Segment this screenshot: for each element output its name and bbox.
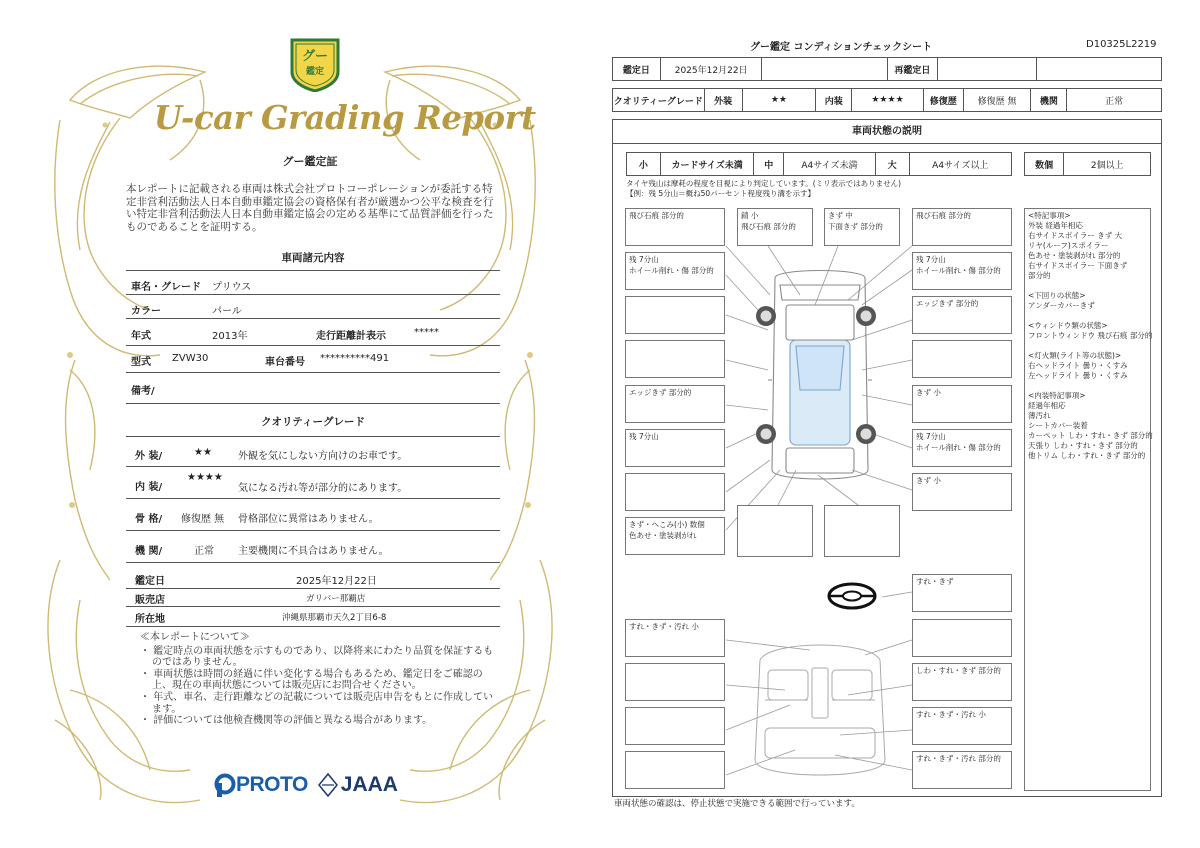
report-notes (140, 632, 500, 727)
size-small-desc: カードサイズ未満 (661, 153, 755, 175)
note-box: きず 小 (912, 385, 1012, 423)
divider (126, 403, 500, 404)
divider (126, 318, 500, 319)
date-value: 2025年12月22日 (661, 58, 763, 80)
note-box: 飛び石痕 部分的 (625, 208, 725, 246)
proto-logo: PROTO (214, 773, 308, 797)
count-desc: 2個以上 (1090, 160, 1124, 171)
interior-diagram (755, 645, 885, 775)
color-value: パール (212, 306, 242, 317)
cert-text: 本レポートに記載される車両は株式会社プロトコーポレーションが委託する特定非営利活動法人日本自動車鑑定協会の資格保有者が厳選かつ公平な検査を行い特定非営利活動法人日本自動車鑑定協会の定める基準にて品質評価を行ったものであることを証明する。 (126, 183, 494, 233)
size-mid-label: 中 (754, 153, 784, 175)
note-box: きず 小 (912, 473, 1012, 511)
sheet-title: グー鑑定 コンディションチェックシート (750, 42, 933, 53)
svg-text:グー: グー (301, 49, 329, 64)
size-large-label: 大 (876, 153, 910, 175)
note-box (737, 505, 813, 557)
divider (126, 372, 500, 373)
sheet-code: D10325L2219 (1086, 39, 1157, 50)
divider (126, 530, 500, 531)
note-box (625, 296, 725, 334)
address-label: 所在地 (135, 614, 165, 625)
proto-mark-icon (214, 773, 236, 797)
footer-note: 車両状態の確認は、停止状態で実施できる範囲で行っています。 (614, 799, 860, 809)
grade-label: 骨 格/ (135, 514, 163, 525)
note-box (824, 505, 900, 557)
steering-wheel-icon (829, 584, 875, 608)
note-item: ・ 評価については他検査機関等の評価と異なる場合があります。 (140, 715, 433, 727)
note-box: 残 7分山 ホイール削れ・傷 部分的 (912, 429, 1012, 467)
model-value: ZVW30 (172, 353, 209, 364)
int-label: 内装 (816, 89, 852, 111)
grade-value: 正常 (194, 546, 214, 557)
shop-value: ガリバー那覇店 (306, 594, 366, 604)
mileage-value: ***** (414, 327, 439, 338)
divider (126, 606, 500, 607)
date-label: 鑑定日 (613, 58, 661, 80)
tire-note: タイヤ残山は摩耗の程度を目視により判定しています。(ミリ表示ではありません) 【例：残 5分山＝概ね50パーセント程度残り溝を示す】 (626, 179, 902, 198)
divider (126, 436, 500, 437)
grade-desc: 主要機関に不具合はありません。 (238, 546, 389, 557)
grade-value: 修復歴 無 (181, 514, 225, 525)
grade-desc: 外観を気にしない方向けのお車です。 (238, 451, 408, 462)
divider (126, 626, 500, 627)
grade-row-exterior (126, 447, 500, 475)
car-name-label: 車名・グレード (131, 282, 201, 293)
date-value: 2025年12月22日 (296, 576, 377, 587)
note-box: しわ・すれ・きず 部分的 (912, 663, 1012, 701)
redate-label: 再鑑定日 (888, 58, 938, 80)
spec-title: 車両諸元内容 (281, 252, 345, 264)
chassis-label: 車台番号 (265, 357, 305, 368)
special-notes: <特記事項> 外装 経過年相応 右サイドスポイラー きず 大 リヤ(ルーフ)スポイラー 色あせ・塗装剥がれ 部分的 右サイドスポイラー 下面きず 部分的 <下回りの状態> アンダーカバーきず <ウィンドウ類の状態> フロントウィンドウ 飛び石痕 部分的 <灯火類(ライト等の状態)> 右ヘッドライト 曇り・くすみ 左ヘッドライト 曇り・くすみ <内装特記事項> 経過年相応 薄汚れ シートカバー装着 カーペット しわ・すれ・きず 部分的 天張り しわ・すれ・きず 部分的 他トリム しわ・すれ・きず 部分的 (1024, 208, 1151, 791)
grade-value: ★★ (194, 447, 212, 458)
note-box: すれ・きず (912, 574, 1012, 612)
model-label: 型式 (131, 357, 151, 368)
grade-label: 内 装/ (135, 482, 163, 493)
repair-value: 修復歴 無 (964, 89, 1032, 111)
grade-label: 外 装/ (135, 451, 163, 462)
size-mid-desc: A4サイズ未満 (784, 153, 876, 175)
note-box: きず・へこみ(小) 数個 色あせ・塗装剥がれ (625, 517, 725, 555)
note-box (625, 707, 725, 745)
color-row (126, 302, 500, 330)
grade-value: ★★★★ (187, 472, 223, 483)
note-box: 錆 小 飛び石痕 部分的 (737, 208, 813, 246)
divider (126, 270, 500, 271)
note-box: すれ・きず・汚れ 部分的 (912, 751, 1012, 789)
ext-value: ★★ (743, 89, 817, 111)
note-item: ・ 鑑定時点の車両状態を示すものであり、以降将来にわたり品質を保証するものではありません。 (140, 645, 494, 669)
note-item: ・ 車両状態は時間の経過に伴い変化する場合もあるため、鑑定日をご確認の上、現在の車両状態については販売店にお問合せください。 (140, 668, 483, 692)
remarks-row (126, 382, 500, 410)
note-box (625, 340, 725, 378)
count-label: 数個 (1025, 153, 1064, 175)
note-box (625, 473, 725, 511)
year-row (126, 327, 500, 355)
repair-label: 修復歴 (924, 89, 964, 111)
date-label: 鑑定日 (135, 576, 165, 587)
mileage-label: 走行距離計表示 (316, 331, 386, 342)
note-box: 残 7分山 ホイール削れ・傷 部分的 (625, 252, 725, 290)
qg-label: クオリティーグレード (613, 89, 705, 111)
color-label: カラー (131, 306, 161, 317)
note-box (912, 619, 1012, 657)
grade-row-frame (126, 510, 500, 538)
address-value: 沖縄県那覇市天久2丁目6-8 (282, 613, 387, 623)
size-large-desc: A4サイズ以上 (932, 160, 989, 171)
divider (126, 466, 500, 467)
shop-label: 販売店 (135, 595, 165, 606)
note-box: 残 7分山 (625, 429, 725, 467)
note-box: すれ・きず・汚れ 小 (625, 619, 725, 657)
section-title: 車両状態の説明 (613, 120, 1161, 144)
divider (126, 588, 500, 589)
size-small-label: 小 (627, 153, 661, 175)
jaaa-mark-icon (318, 773, 338, 797)
note-box: 残 7分山 ホイール削れ・傷 部分的 (912, 252, 1012, 290)
year-label: 年式 (131, 331, 151, 342)
note-box (625, 663, 725, 701)
note-box: すれ・きず・汚れ 小 (912, 707, 1012, 745)
car-name-value: プリウス (212, 282, 252, 293)
notes-heading: ≪本レポートについて≫ (140, 632, 250, 643)
note-box (912, 340, 1012, 378)
goo-kantei-badge-icon (288, 34, 342, 92)
footer-logos (214, 770, 398, 800)
quality-title: クオリティーグレード (261, 416, 365, 428)
svg-text:鑑定: 鑑定 (305, 67, 325, 77)
divider (126, 562, 500, 563)
script-title: U-car Grading Report (153, 98, 536, 137)
note-box: エッジきず 部分的 (625, 385, 725, 423)
engine-label: 機関 (1031, 89, 1067, 111)
note-box: 飛び石痕 部分的 (912, 208, 1012, 246)
int-value: ★★★★ (852, 89, 924, 111)
cert-title: グー鑑定証 (282, 155, 338, 168)
divider (126, 294, 500, 295)
year-value: 2013年 (212, 331, 248, 342)
grade-desc: 気になる汚れ等が部分的にあります。 (238, 483, 408, 494)
divider (126, 498, 500, 499)
grade-desc: 骨格部位に異常はありません。 (238, 514, 379, 525)
note-box: エッジきず 部分的 (912, 296, 1012, 334)
remarks-label: 備考/ (131, 386, 155, 397)
grade-row-engine (126, 542, 500, 570)
divider (126, 345, 500, 346)
note-box (625, 751, 725, 789)
note-box: きず 中 下面きず 部分的 (824, 208, 900, 246)
note-item: ・ 年式、車名、走行距離などの記載については販売店申告をもとに作成しています。 (140, 691, 493, 715)
engine-value: 正常 (1105, 96, 1124, 107)
jaaa-logo: JAAA (318, 773, 398, 797)
grade-label: 機 関/ (135, 546, 163, 557)
model-row (126, 353, 500, 381)
ext-label: 外装 (705, 89, 743, 111)
chassis-value: **********491 (320, 353, 390, 364)
